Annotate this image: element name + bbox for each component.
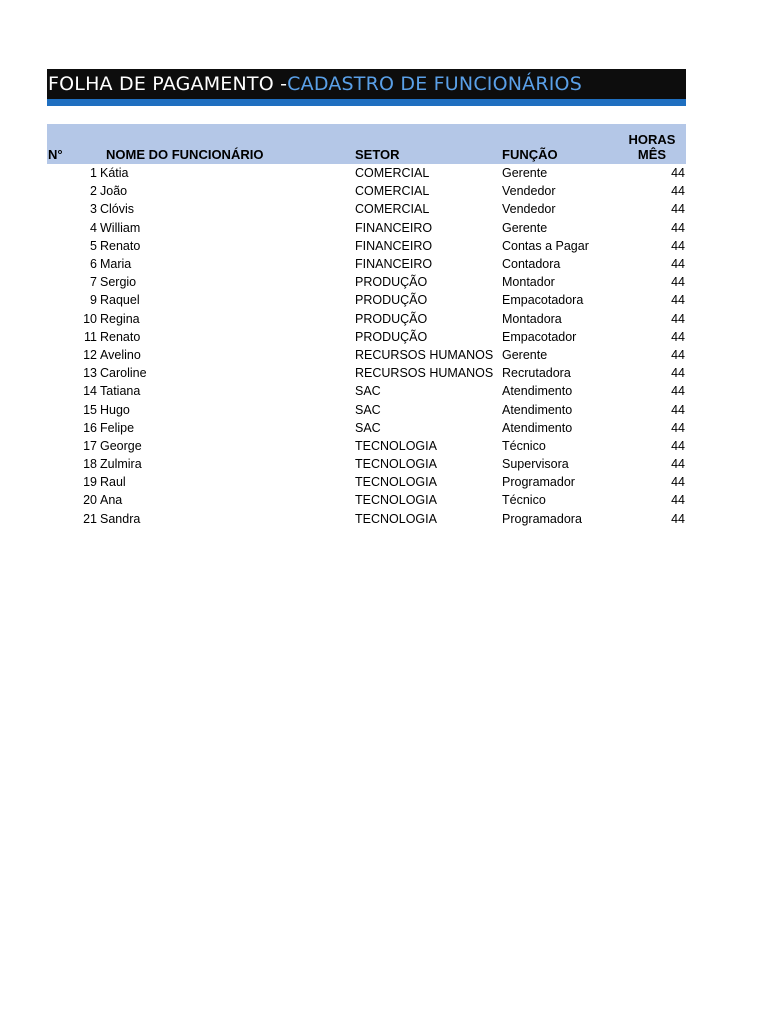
cell-role[interactable]: Contadora	[502, 257, 561, 272]
cell-role[interactable]: Atendimento	[502, 384, 573, 399]
cell-hours[interactable]: 44	[671, 493, 685, 508]
cell-role[interactable]: Técnico	[502, 493, 546, 508]
cell-name[interactable]: Renato	[100, 329, 141, 344]
cell-hours[interactable]: 44	[671, 438, 685, 453]
header-hours-line1: HORAS	[628, 132, 676, 147]
cell-name[interactable]: Caroline	[100, 366, 147, 381]
table-row	[47, 328, 686, 346]
header-role[interactable]: FUNÇÃO	[502, 124, 620, 164]
cell-hours[interactable]: 44	[671, 457, 685, 472]
cell-name[interactable]: Regina	[100, 311, 140, 326]
cell-sector[interactable]: SAC	[355, 402, 381, 417]
table-row	[47, 364, 686, 382]
cell-role[interactable]: Montador	[502, 275, 555, 290]
cell-number[interactable]: 5	[90, 238, 97, 253]
table-row	[47, 455, 686, 473]
cell-name[interactable]: William	[100, 220, 141, 235]
header-hours[interactable]	[620, 124, 686, 164]
cell-hours[interactable]: 44	[671, 402, 685, 417]
cell-role[interactable]: Montadora	[502, 311, 562, 326]
header-name[interactable]: NOME DO FUNCIONÁRIO	[100, 124, 355, 164]
cell-role[interactable]: Vendedor	[502, 184, 556, 199]
cell-role[interactable]: Supervisora	[502, 457, 569, 472]
cell-sector[interactable]: TECNOLOGIA	[355, 475, 437, 490]
cell-role[interactable]: Gerente	[502, 220, 548, 235]
cell-number[interactable]: 20	[83, 493, 97, 508]
table-row	[47, 255, 686, 273]
cell-sector[interactable]: COMERCIAL	[355, 184, 430, 199]
cell-hours[interactable]: 44	[671, 366, 685, 381]
table-row	[47, 237, 686, 255]
cell-sector[interactable]: RECURSOS HUMANOS	[355, 347, 494, 362]
cell-name[interactable]: Raquel	[100, 293, 140, 308]
cell-number[interactable]: 11	[84, 329, 97, 344]
cell-sector[interactable]: COMERCIAL	[355, 166, 430, 181]
table-row	[47, 491, 686, 509]
cell-sector[interactable]: PRODUÇÃO	[355, 275, 428, 290]
cell-name[interactable]: Renato	[100, 238, 141, 253]
header-number[interactable]: N°	[47, 124, 100, 164]
table-row	[47, 346, 686, 364]
cell-name[interactable]: Hugo	[100, 402, 130, 417]
table-body	[47, 164, 686, 528]
header-sector[interactable]: SETOR	[355, 124, 502, 164]
page-title	[47, 69, 686, 106]
payroll-sheet	[47, 69, 686, 528]
cell-hours[interactable]: 44	[671, 275, 685, 290]
cell-number[interactable]: 16	[83, 420, 97, 435]
cell-number[interactable]: 3	[90, 202, 97, 217]
cell-number[interactable]: 2	[90, 184, 97, 199]
cell-name[interactable]: Maria	[100, 257, 132, 272]
cell-name[interactable]: Tatiana	[100, 384, 141, 399]
cell-role[interactable]: Empacotador	[502, 329, 577, 344]
cell-sector[interactable]: FINANCEIRO	[355, 238, 433, 253]
cell-sector[interactable]: PRODUÇÃO	[355, 311, 428, 326]
cell-number[interactable]: 1	[90, 166, 97, 181]
cell-name[interactable]: Raul	[100, 475, 126, 490]
cell-sector[interactable]: TECNOLOGIA	[355, 438, 437, 453]
cell-sector[interactable]: SAC	[355, 420, 381, 435]
cell-number[interactable]: 15	[83, 402, 97, 417]
cell-number[interactable]: 14	[83, 384, 97, 399]
cell-sector[interactable]: PRODUÇÃO	[355, 329, 428, 344]
table-row	[47, 182, 686, 200]
cell-role[interactable]: Atendimento	[502, 402, 573, 417]
cell-number[interactable]: 21	[83, 511, 97, 526]
cell-role[interactable]: Vendedor	[502, 202, 556, 217]
employee-table	[47, 124, 686, 528]
cell-sector[interactable]: PRODUÇÃO	[355, 293, 428, 308]
table-header-row	[47, 124, 686, 164]
title-main: FOLHA DE PAGAMENTO -	[48, 73, 288, 95]
header-hours-line2: MÊS	[637, 147, 667, 162]
cell-name[interactable]: Avelino	[100, 347, 141, 362]
cell-hours[interactable]: 44	[671, 384, 685, 399]
cell-name[interactable]: Sandra	[100, 511, 141, 526]
cell-hours[interactable]: 44	[671, 420, 685, 435]
table-row	[47, 473, 686, 491]
table-row	[47, 164, 686, 182]
cell-hours[interactable]: 44	[671, 311, 685, 326]
cell-hours[interactable]: 44	[671, 238, 685, 253]
cell-number[interactable]: 17	[83, 438, 97, 453]
cell-number[interactable]: 13	[83, 366, 97, 381]
cell-hours[interactable]: 44	[671, 293, 685, 308]
cell-name[interactable]: João	[100, 184, 128, 199]
table-row	[47, 291, 686, 309]
cell-role[interactable]: Contas a Pagar	[502, 238, 589, 253]
cell-number[interactable]: 18	[83, 457, 97, 472]
cell-sector[interactable]: TECNOLOGIA	[355, 493, 437, 508]
cell-hours[interactable]: 44	[671, 220, 685, 235]
cell-name[interactable]: George	[100, 438, 142, 453]
cell-role[interactable]: Programador	[502, 475, 575, 490]
cell-number[interactable]: 12	[83, 347, 97, 362]
cell-hours[interactable]: 44	[671, 511, 685, 526]
table-row	[47, 200, 686, 218]
cell-hours[interactable]: 44	[671, 184, 685, 199]
cell-sector[interactable]: FINANCEIRO	[355, 257, 433, 272]
cell-number[interactable]: 9	[90, 293, 97, 308]
table-row	[47, 382, 686, 400]
cell-hours[interactable]: 44	[671, 166, 685, 181]
cell-hours[interactable]: 44	[671, 475, 685, 490]
table-row	[47, 419, 686, 437]
cell-hours[interactable]: 44	[671, 257, 685, 272]
cell-sector[interactable]: TECNOLOGIA	[355, 511, 437, 526]
table-row	[47, 310, 686, 328]
cell-hours[interactable]: 44	[671, 329, 685, 344]
cell-name[interactable]: Sergio	[100, 275, 137, 290]
cell-sector[interactable]: TECNOLOGIA	[355, 457, 437, 472]
cell-sector[interactable]: COMERCIAL	[355, 202, 430, 217]
cell-number[interactable]: 10	[83, 311, 97, 326]
cell-role[interactable]: Recrutadora	[502, 366, 571, 381]
title-accent: CADASTRO DE FUNCIONÁRIOS	[287, 73, 582, 95]
table-row	[47, 273, 686, 291]
cell-number[interactable]: 4	[90, 220, 97, 235]
cell-sector[interactable]: FINANCEIRO	[355, 220, 433, 235]
cell-role[interactable]: Gerente	[502, 166, 548, 181]
cell-role[interactable]: Atendimento	[502, 420, 573, 435]
table-row	[47, 510, 686, 528]
cell-role[interactable]: Gerente	[502, 347, 548, 362]
table-row	[47, 219, 686, 237]
cell-number[interactable]: 6	[90, 257, 97, 272]
cell-name[interactable]: Kátia	[100, 166, 129, 181]
cell-hours[interactable]: 44	[671, 202, 685, 217]
cell-name[interactable]: Ana	[100, 493, 123, 508]
cell-name[interactable]: Zulmira	[100, 457, 142, 472]
cell-sector[interactable]: RECURSOS HUMANOS	[355, 366, 494, 381]
cell-name[interactable]: Felipe	[100, 420, 135, 435]
cell-sector[interactable]: SAC	[355, 384, 381, 399]
cell-role[interactable]: Empacotadora	[502, 293, 584, 308]
cell-hours[interactable]: 44	[671, 347, 685, 362]
cell-number[interactable]: 7	[90, 275, 97, 290]
cell-role[interactable]: Programadora	[502, 511, 582, 526]
spacer	[47, 106, 686, 124]
table-row	[47, 437, 686, 455]
table-row	[47, 400, 686, 418]
cell-number[interactable]: 19	[83, 475, 97, 490]
cell-role[interactable]: Técnico	[502, 438, 546, 453]
cell-name[interactable]: Clóvis	[100, 202, 135, 217]
